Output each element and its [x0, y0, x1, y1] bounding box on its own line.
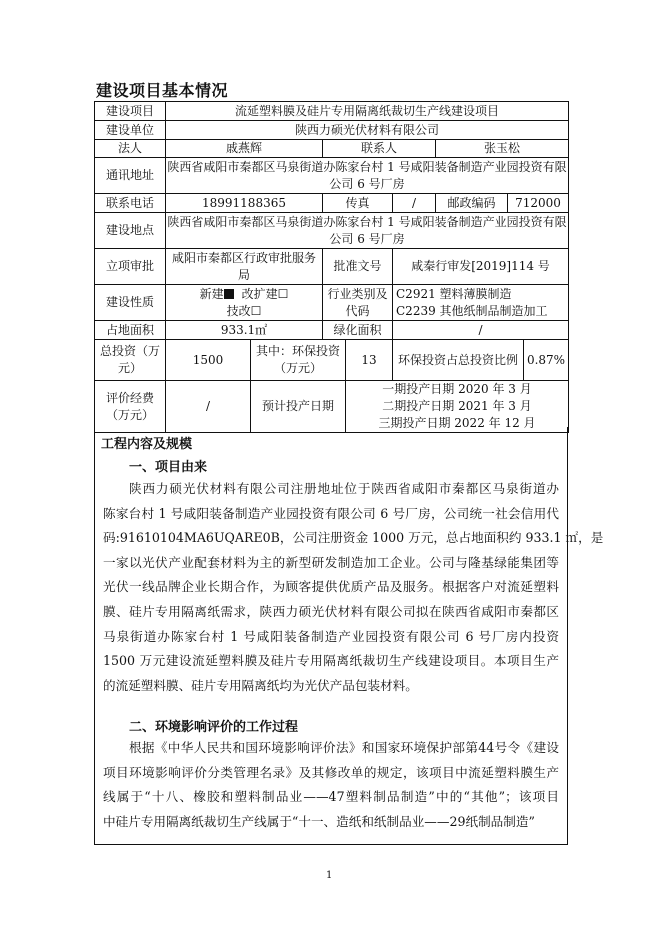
option-tech: 技改☐ — [226, 303, 262, 318]
label: 联系电话 — [95, 194, 166, 213]
industry-code: C2921 塑料薄膜制造 — [396, 286, 512, 301]
label: 预计投产日期 — [251, 381, 346, 433]
paragraph-line: 的流延塑料膜、硅片专用隔离纸均为光伏产品包装材料。 — [103, 677, 418, 693]
page-number: 1 — [326, 870, 333, 881]
label: 评价经费（万元） — [95, 381, 166, 433]
area: 933.1㎡ — [166, 321, 323, 340]
paragraph-line: 根据《中华人民共和国环境影响评价法》和国家环境保护部第44号令《建设 — [129, 740, 559, 755]
subsection-heading: 二、环境影响评价的工作过程 — [129, 720, 299, 735]
industry-codes — [393, 285, 569, 321]
contact-person: 张玉松 — [436, 140, 569, 158]
label: 传真 — [323, 194, 393, 213]
subsection-heading: 一、项目由来 — [129, 460, 208, 475]
label: 建设性质 — [95, 285, 166, 321]
paragraph-line: 光伏一线品牌企业长期合作，为顾客提供优质产品及服务。根据客户对流延塑料 — [103, 579, 559, 595]
project-info-table — [94, 101, 569, 433]
option-new: 新建 — [199, 286, 224, 301]
date: 三期投产日期 2022 年 12 月 — [378, 416, 536, 430]
env-investment: 13 — [346, 340, 393, 381]
label: 邮政编码 — [436, 194, 508, 213]
paragraph-line: 码:91610104MA6UQARE0B，公司注册资金 1000 万元，总占地面积约 933.1 ㎡，是 — [103, 530, 604, 546]
option-expand: 改扩建☐ — [241, 286, 289, 301]
page-title: 建设项目基本情况 — [96, 81, 229, 100]
approval-authority: 咸阳市秦都区行政审批服务局 — [166, 249, 323, 285]
label: 立项审批 — [95, 249, 166, 285]
fee: / — [166, 381, 251, 433]
paragraph-line: 项目环境影响评价分类管理名录》及其修改单的规定，该项目中流延塑料膜生产 — [103, 764, 559, 780]
green-area: / — [393, 321, 569, 340]
checked-box-icon — [224, 289, 234, 299]
date: 二期投产日期 2021 年 3 月 — [382, 399, 532, 413]
construction-nature — [166, 285, 323, 321]
paragraph-line: 线属于“十八、橡胶和塑料制品业——47塑料制品制造”中的“其他”；该项目 — [103, 789, 559, 805]
paragraph-line: 陈家台村 1 号咸阳装备制造产业园投资有限公司 6 号厂房，公司统一社会信用代 — [103, 505, 559, 521]
site: 陕西省咸阳市秦都区马泉街道办陈家台村 1 号咸阳装备制造产业园投资有限公司 6 号厂房 — [166, 213, 569, 249]
label: 环保投资占总投资比例 — [393, 340, 524, 381]
ratio: 0.87% — [524, 340, 569, 381]
paragraph-line: 中硅片专用隔离纸裁切生产线属于“十一、造纸和纸制品业——29纸制品制造” — [103, 813, 535, 829]
label: 法人 — [95, 140, 166, 158]
label: 总投资（万元） — [95, 340, 166, 381]
paragraph-line: 一家以光伏产业配套材料为主的新型研发制造加工企业。公司与隆基绿能集团等 — [103, 554, 559, 570]
paragraph-line: 马泉街道办陈家台村 1 号咸阳装备制造产业园投资有限公司 6 号厂房内投资 — [103, 628, 559, 644]
label: 建设项目 — [95, 102, 166, 121]
unit-name: 陕西力硕光伏材料有限公司 — [166, 121, 569, 140]
label: 联系人 — [323, 140, 436, 158]
zip: 712000 — [508, 194, 569, 213]
label: 建设地点 — [95, 213, 166, 249]
project-name: 流延塑料膜及硅片专用隔离纸裁切生产线建设项目 — [166, 102, 569, 121]
label: 批准文号 — [323, 249, 393, 285]
production-dates — [346, 381, 569, 433]
fax: / — [393, 194, 436, 213]
label: 其中：环保投资（万元） — [251, 340, 346, 381]
industry-code: C2239 其他纸制品制造加工 — [396, 303, 548, 318]
project-content-section — [94, 427, 604, 845]
phone: 18991188365 — [166, 194, 323, 213]
paragraph-line: 膜、硅片专用隔离纸需求，陕西力硕光伏材料有限公司拟在陕西省咸阳市秦都区 — [103, 604, 559, 619]
paragraph-line: 1500 万元建设流延塑料膜及硅片专用隔离纸裁切生产线建设项目。本项目生产 — [103, 653, 559, 669]
label: 行业类别及代码 — [323, 285, 393, 321]
label: 绿化面积 — [323, 321, 393, 340]
section-heading: 工程内容及规模 — [101, 437, 193, 452]
address: 陕西省咸阳市秦都区马泉街道办陈家台村 1 号咸阳装备制造产业园投资有限公司 6 号厂房 — [166, 158, 569, 194]
date: 一期投产日期 2020 年 3 月 — [382, 382, 532, 396]
legal-person: 戚燕辉 — [166, 140, 323, 158]
paragraph-line: 陕西力硕光伏材料有限公司注册地址位于陕西省咸阳市秦都区马泉街道办 — [129, 481, 559, 496]
total-investment: 1500 — [166, 340, 251, 381]
label: 建设单位 — [95, 121, 166, 140]
label: 通讯地址 — [95, 158, 166, 194]
approval-doc-no: 咸秦行审发[2019]114 号 — [393, 249, 569, 285]
label: 占地面积 — [95, 321, 166, 340]
